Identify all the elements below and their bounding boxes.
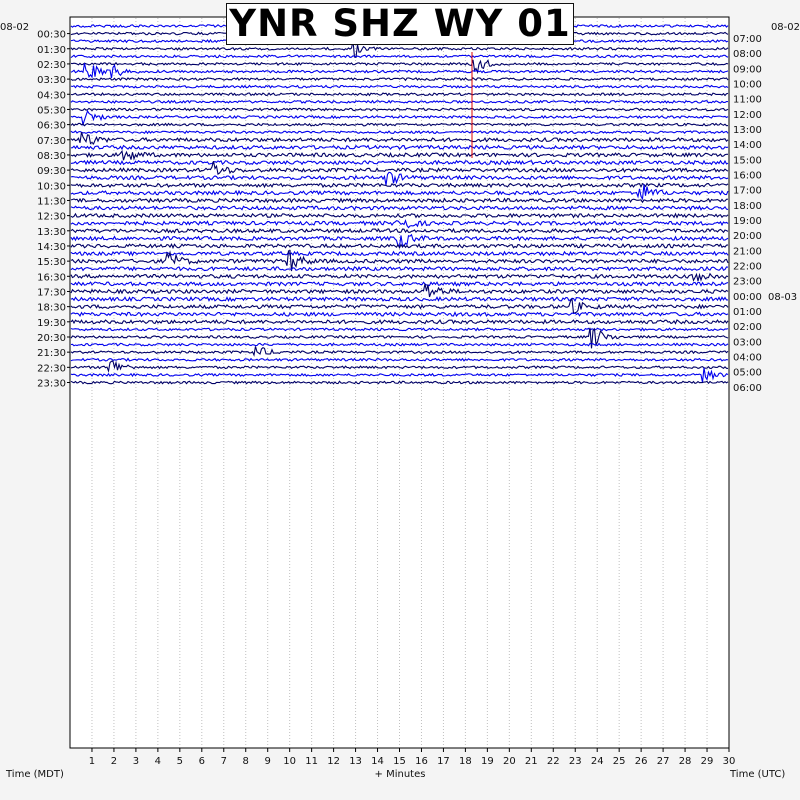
row-label-utc: 23:00 <box>733 276 762 288</box>
minute-tick-label: 28 <box>678 756 692 767</box>
minute-tick-label: 17 <box>437 756 450 767</box>
minute-tick-label: 11 <box>305 756 319 767</box>
start-date-right: 08-02 <box>770 22 800 33</box>
minute-tick-label: 12 <box>327 756 340 767</box>
row-label-utc: 20:00 <box>733 231 762 243</box>
row-label-mdt: 21:30 <box>37 348 66 360</box>
row-label-mdt: 19:30 <box>37 317 66 329</box>
row-label-mdt: 00:30 <box>37 29 66 41</box>
row-label-mdt: 06:30 <box>37 120 66 132</box>
row-label-utc: 19:00 <box>733 216 762 228</box>
minute-tick-label: 19 <box>480 756 494 767</box>
row-label-mdt: 12:30 <box>37 211 66 223</box>
minute-tick-label: 20 <box>502 756 516 767</box>
minute-tick-label: 15 <box>393 756 406 767</box>
right-axis-label: Time (UTC) <box>730 769 786 780</box>
minute-tick-label: 10 <box>283 756 297 767</box>
row-label-utc: 08:00 <box>733 49 762 61</box>
row-label-utc: 18:00 <box>733 200 762 212</box>
row-label-utc: 09:00 <box>733 64 762 76</box>
row-label-utc: 16:00 <box>733 170 762 182</box>
row-label-mdt: 04:30 <box>37 90 66 102</box>
row-label-utc: 14:00 <box>733 140 762 152</box>
row-label-utc: 07:00 <box>733 34 762 45</box>
minute-tick-label: 3 <box>132 756 140 767</box>
row-label-utc: 22:00 <box>733 261 762 273</box>
row-label-mdt: 22:30 <box>37 363 66 375</box>
chart-title: YNR SHZ WY 01 <box>226 3 574 45</box>
minute-tick-label: 27 <box>656 756 670 767</box>
row-label-mdt: 05:30 <box>37 105 66 117</box>
row-label-utc: 13:00 <box>733 125 762 137</box>
minute-tick-label: 25 <box>612 756 626 767</box>
date-rollover-label: 08-03 <box>768 291 798 303</box>
row-label-mdt: 10:30 <box>37 181 66 193</box>
minute-tick-label: 8 <box>242 756 249 767</box>
minute-tick-label: 16 <box>415 756 428 767</box>
row-label-utc: 15:00 <box>733 155 762 167</box>
row-label-mdt: 07:30 <box>37 135 66 147</box>
row-label-mdt: 20:30 <box>37 332 66 344</box>
row-label-mdt: 13:30 <box>37 226 66 238</box>
minute-tick-label: 30 <box>722 756 736 767</box>
row-label-mdt: 15:30 <box>37 257 66 269</box>
row-label-mdt: 08:30 <box>37 150 66 162</box>
row-label-utc: 00:00 <box>733 291 762 303</box>
bottom-axis-label: + Minutes <box>374 769 426 780</box>
minute-tick-label: 23 <box>568 756 582 767</box>
minute-tick-label: 9 <box>264 756 271 767</box>
minute-tick-label: 13 <box>349 756 362 767</box>
minute-tick-label: 5 <box>176 756 184 767</box>
row-label-utc: 05:00 <box>733 367 762 379</box>
row-label-utc: 02:00 <box>733 322 762 334</box>
row-label-utc: 01:00 <box>733 307 762 319</box>
row-label-mdt: 17:30 <box>37 287 66 299</box>
minute-tick-label: 22 <box>546 756 560 767</box>
row-label-mdt: 02:30 <box>37 59 66 71</box>
minute-tick-label: 21 <box>524 756 538 767</box>
row-label-mdt: 03:30 <box>37 75 66 87</box>
row-label-utc: 11:00 <box>733 94 762 106</box>
minute-tick-label: 14 <box>371 756 384 767</box>
minute-tick-label: 1 <box>88 756 96 767</box>
minute-tick-label: 24 <box>590 756 604 767</box>
row-label-mdt: 18:30 <box>37 302 66 314</box>
row-label-utc: 03:00 <box>733 337 762 349</box>
minute-tick-label: 6 <box>198 756 205 767</box>
minute-tick-label: 2 <box>110 756 118 767</box>
row-label-mdt: 16:30 <box>37 272 66 284</box>
row-label-utc: 10:00 <box>733 79 762 91</box>
minute-tick-label: 29 <box>700 756 714 767</box>
row-label-utc: 12:00 <box>733 109 762 121</box>
row-label-utc: 21:00 <box>733 246 762 258</box>
row-label-utc: 06:00 <box>733 382 762 394</box>
row-label-utc: 04:00 <box>733 352 762 364</box>
start-date-left: 08-02 <box>0 22 30 33</box>
minute-tick-label: 18 <box>459 756 472 767</box>
minute-tick-label: 26 <box>634 756 648 767</box>
row-label-utc: 17:00 <box>733 185 762 197</box>
row-label-mdt: 09:30 <box>37 166 66 178</box>
row-label-mdt: 23:30 <box>37 378 66 390</box>
minute-tick-label: 7 <box>220 756 227 767</box>
row-label-mdt: 01:30 <box>37 44 66 56</box>
left-axis-label: Time (MDT) <box>6 769 64 780</box>
minute-tick-label: 4 <box>154 756 162 767</box>
row-label-mdt: 14:30 <box>37 241 66 253</box>
row-label-mdt: 11:30 <box>37 196 66 208</box>
